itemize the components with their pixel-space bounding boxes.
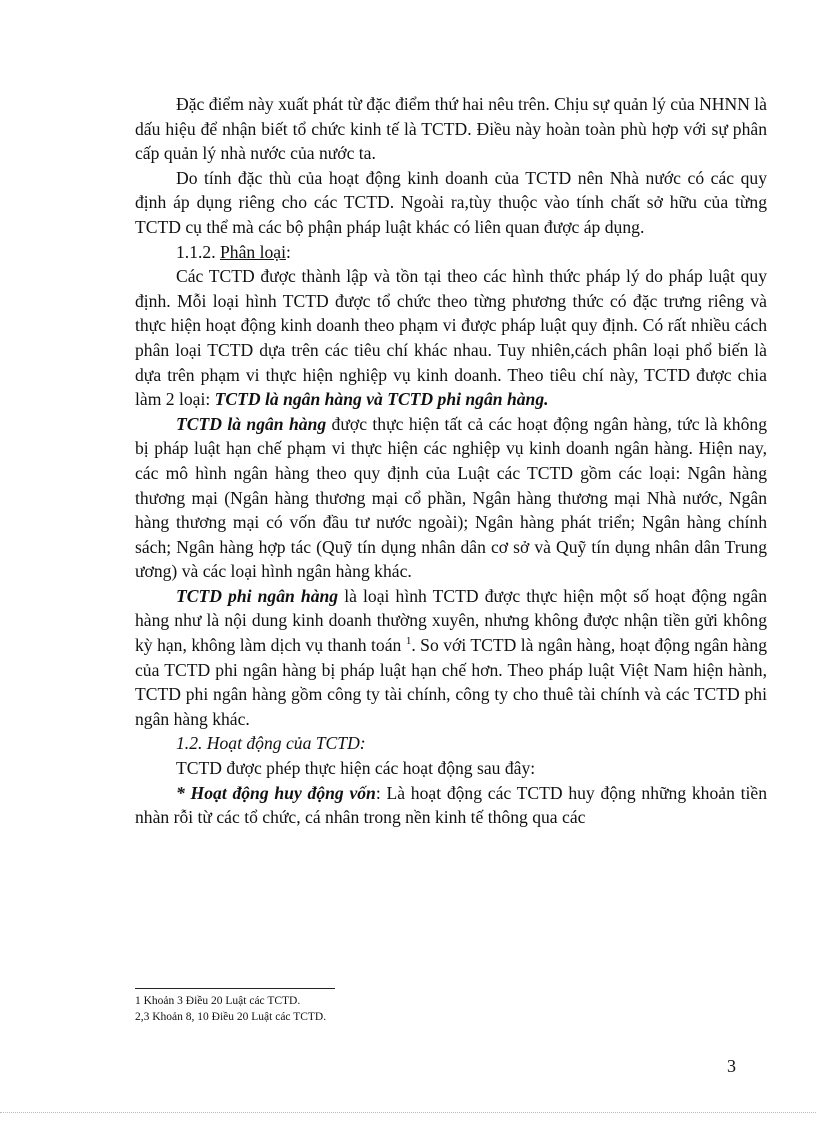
paragraph-3 [135,264,767,412]
footnote-2: 2,3 Khoản 8, 10 Điều 20 Luật các TCTD. [135,1010,327,1023]
footnote-separator [135,988,335,989]
paragraph-4 [135,412,767,584]
paragraph-6: TCTD được phép thực hiện các hoạt động sau đây: [176,758,536,779]
paragraph-3-text: Các TCTD được thành lập và tồn tại theo các hình thức pháp lý do pháp luật quy định. Mỗi loại hình TCTD được tổ chức theo từng phương thức có đặc trưng riêng và thực hiện hoạt động kinh doanh theo phạm vi được pháp luật quy định. Có rất nhiều cách phân loại TCTD dựa trên các tiêu chí khác nhau. Tuy nhiên,cách phân loại phổ biến là dựa trên phạm vi thực hiện nghiệp vụ kinh doanh. Theo tiêu chí này, TCTD được chia làm 2 loại: [135,266,767,410]
paragraph-4-text: được thực hiện tất cả các hoạt động ngân hàng, tức là không bị pháp luật hạn chế phạm vi thực hiện các nghiệp vụ kinh doanh ngân hàng. Hiện nay, các mô hình ngân hàng theo quy định của Luật các TCTD gồm các loại: Ngân hàng thương mại (Ngân hàng thương mại cổ phần, Ngân hàng thương mại Nhà nước, Ngân hàng thương mại có vốn đầu tư nước ngoài); Ngân hàng phát triển; Ngân hàng chính sách; Ngân hàng hợp tác (Quỹ tín dụng nhân dân cơ sở và Quỹ tín dụng nhân dân Trung ương) và các loại hình ngân hàng khác. [135,413,767,582]
section-heading-1-1-2 [135,240,767,265]
paragraph-5-text-a: là loại hình TCTD được thực hiện một số hoạt động ngân hàng như là nội dung kinh doanh thường xuyên, nhưng không được nhận tiền gửi không kỳ hạn, không làm dịch vụ thanh toán [135,585,767,656]
page-bottom-border [0,1112,816,1113]
paragraph-7-text: : Là hoạt động các TCTD huy động những khoản tiền nhàn rỗi từ các tổ chức, cá nhân trong nền kinh tế thông qua các [135,782,767,828]
body-text [135,92,767,830]
section-heading-1-2: 1.2. Hoạt động của TCTD: [176,733,366,754]
paragraph-1: Đặc điểm này xuất phát từ đặc điểm thứ hai nêu trên. Chịu sự quản lý của NHNN là dấu hiệu để nhận biết tổ chức kinh tế là TCTD. Điều này hoàn toàn phù hợp với sự phân cấp quản lý nhà nước của nước ta. [135,94,767,164]
paragraph-7-term: * Hoạt động huy động vốn [176,782,376,803]
footnote-ref-1[interactable]: 1 [405,635,412,648]
paragraph-7 [135,781,767,830]
paragraph-4-term: TCTD là ngân hàng [176,413,327,434]
paragraph-5-text-b: . So với TCTD là ngân hàng, hoạt động ngân hàng của TCTD phi ngân hàng bị pháp luật hạn chế hơn. Theo pháp luật Việt Nam hiện hành, TCTD phi ngân hàng gồm công ty tài chính, công ty cho thuê tài chính và các TCTD phi ngân hàng khác. [135,635,767,729]
heading-colon: : [285,241,291,262]
paragraph-2: Do tính đặc thù của hoạt động kinh doanh của TCTD nên Nhà nước có các quy định áp dụng riêng cho các TCTD. Ngoài ra,tùy thuộc vào tính chất sở hữu của từng TCTD cụ thể mà các bộ phận pháp luật khác có liên quan được áp dụng. [135,167,767,237]
footnotes [135,994,767,1025]
paragraph-5 [135,584,767,732]
paragraph-3-emphasis: TCTD là ngân hàng và TCTD phi ngân hàng. [214,389,549,410]
heading-number: 1.1.2. [176,241,220,262]
page-number: 3 [727,1056,736,1076]
footnote-1: 1 Khoản 3 Điều 20 Luật các TCTD. [135,995,301,1007]
heading-title: Phân loại [219,241,286,262]
paragraph-5-term: TCTD phi ngân hàng [176,585,339,606]
